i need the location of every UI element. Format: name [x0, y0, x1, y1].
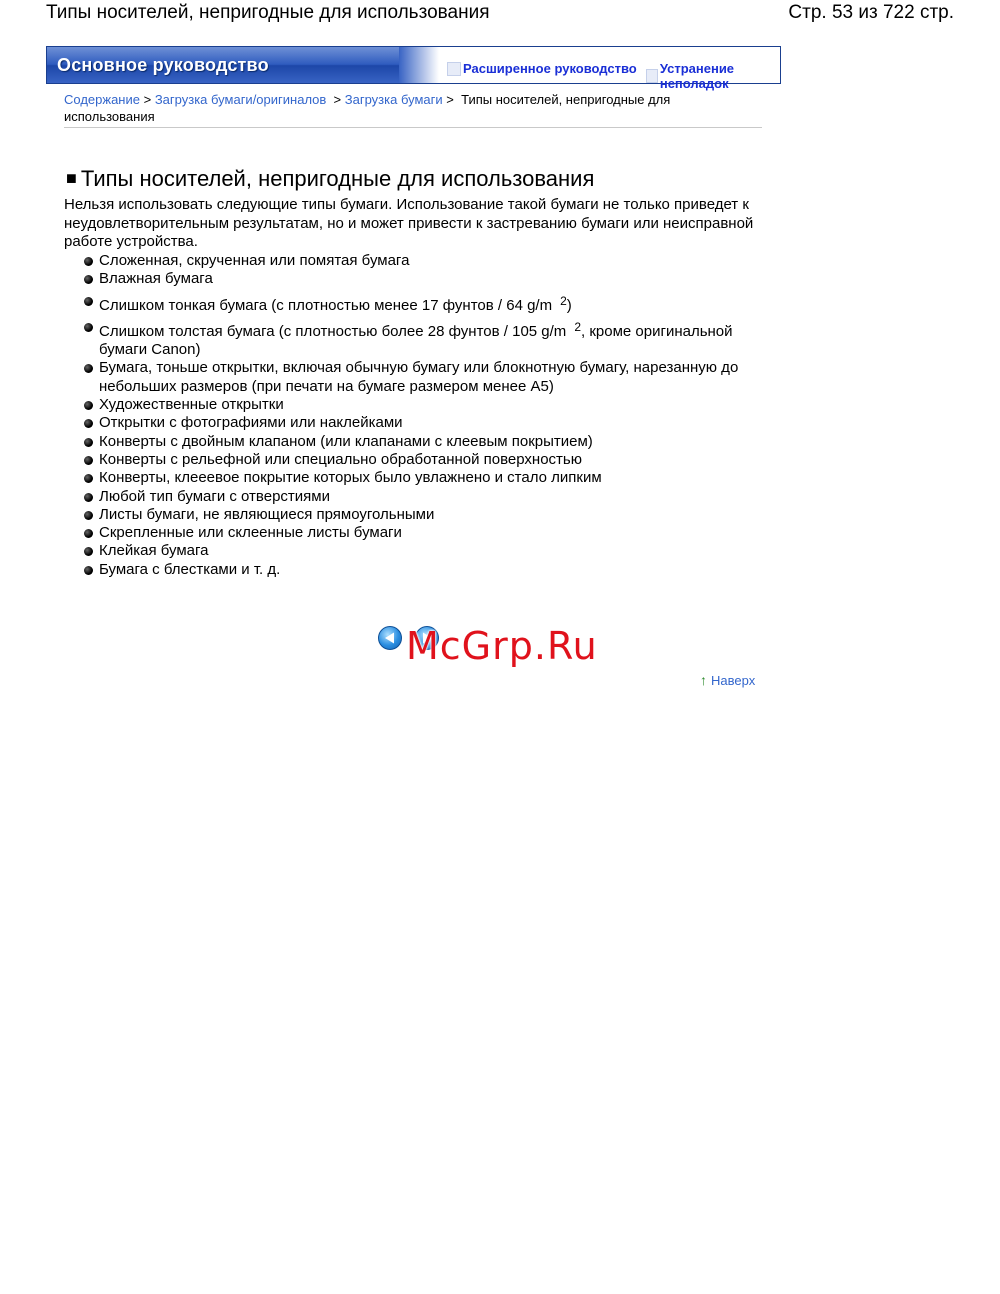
advanced-guide-label: Расширенное руководство	[463, 61, 637, 76]
breadcrumb-contents-link[interactable]: Содержание	[64, 92, 140, 107]
list-item: Открытки с фотографиями или наклейками	[84, 414, 764, 432]
list-item: Слишком толстая бумага (с плотностью более 28 фунтов / 105 g/m $^2$, кроме оригинальной бумаги Canon)	[84, 318, 764, 360]
superscript: 2	[574, 319, 581, 334]
list-item: Сложенная, скрученная или помятая бумага	[84, 252, 764, 270]
breadcrumb-separator: >	[333, 92, 342, 107]
back-to-top-link[interactable]	[700, 672, 755, 688]
square-bullet-icon: ■	[66, 168, 77, 188]
breadcrumb-loading-paper-link[interactable]: Загрузка бумаги	[344, 92, 443, 107]
list-item: Влажная бумага	[84, 270, 764, 288]
bullet-icon	[84, 401, 93, 410]
list-item: Бумага с блестками и т. д.	[84, 561, 764, 579]
bullet-icon	[84, 419, 93, 428]
bullet-icon	[84, 257, 93, 266]
page-title	[66, 166, 594, 192]
bullet-icon	[84, 566, 93, 575]
list-item: Бумага, тоньше открытки, включая обычную бумагу или блокнотную бумагу, нарезанную до небольших размеров (при печати на бумаге размером менее A5)	[84, 359, 764, 396]
page-header	[46, 2, 954, 28]
bullet-icon	[84, 456, 93, 465]
breadcrumb-separator: >	[143, 92, 152, 107]
page-counter: Стр. 53 из 722 стр.	[788, 2, 954, 23]
list-item: Клейкая бумага	[84, 542, 764, 560]
watermark: McGrp.Ru	[406, 624, 598, 668]
troubleshooting-link[interactable]	[646, 61, 780, 91]
bullet-icon	[84, 297, 93, 306]
bullet-icon	[84, 493, 93, 502]
bullet-icon	[84, 364, 93, 373]
document-title: Типы носителей, непригодные для использования	[46, 2, 490, 23]
square-icon	[646, 69, 658, 83]
breadcrumb-loading-paper-originals-link[interactable]: Загрузка бумаги/оригиналов	[154, 92, 327, 107]
intro-paragraph: Нельзя использовать следующие типы бумаги. Использование такой бумаги не только приведет к неудовлетворительным результатам, но и может привести к застреванию бумаги или неисправной работе устройства.	[64, 196, 754, 250]
previous-page-button[interactable]	[378, 626, 402, 650]
breadcrumb-current: Типы носителей, непригодные для использования	[64, 92, 671, 124]
bullet-icon	[84, 511, 93, 520]
bullet-icon	[84, 547, 93, 556]
bullet-icon	[84, 438, 93, 447]
list-item: Конверты с рельефной или специально обработанной поверхностью	[84, 451, 764, 469]
bullet-icon	[84, 275, 93, 284]
bullet-icon	[84, 529, 93, 538]
back-to-top-label: Наверх	[711, 672, 756, 688]
page-title-text: Типы носителей, непригодные для использования	[80, 166, 595, 191]
list-item: Любой тип бумаги с отверстиями	[84, 488, 764, 506]
square-icon	[447, 62, 461, 76]
banner-title: Основное руководство	[57, 55, 269, 75]
arrow-left-icon	[383, 631, 397, 645]
arrow-up-icon: ↑	[700, 672, 707, 688]
list-item: Листы бумаги, не являющиеся прямоугольными	[84, 506, 764, 524]
advanced-guide-link[interactable]	[447, 61, 637, 76]
list-item: Конверты, клееевое покрытие которых было увлажнено и стало липким	[84, 469, 764, 487]
superscript: 2	[560, 293, 567, 308]
manual-banner	[46, 46, 781, 91]
troubleshooting-label: Устранение неполадок	[659, 61, 735, 91]
list-item: Скрепленные или склеенные листы бумаги	[84, 524, 764, 542]
list-item: Художественные открытки	[84, 396, 764, 414]
list-item: Слишком тонкая бумага (с плотностью менее 17 фунтов / 64 g/m $^2$)	[84, 292, 764, 315]
bullet-icon	[84, 474, 93, 483]
list-item: Конверты с двойным клапаном (или клапанами с клеевым покрытием)	[84, 433, 764, 451]
bullet-icon	[84, 323, 93, 332]
breadcrumb-separator: >	[446, 92, 454, 107]
banner-links	[399, 47, 780, 91]
unsuitable-media-list	[84, 252, 764, 579]
breadcrumb	[64, 91, 762, 128]
